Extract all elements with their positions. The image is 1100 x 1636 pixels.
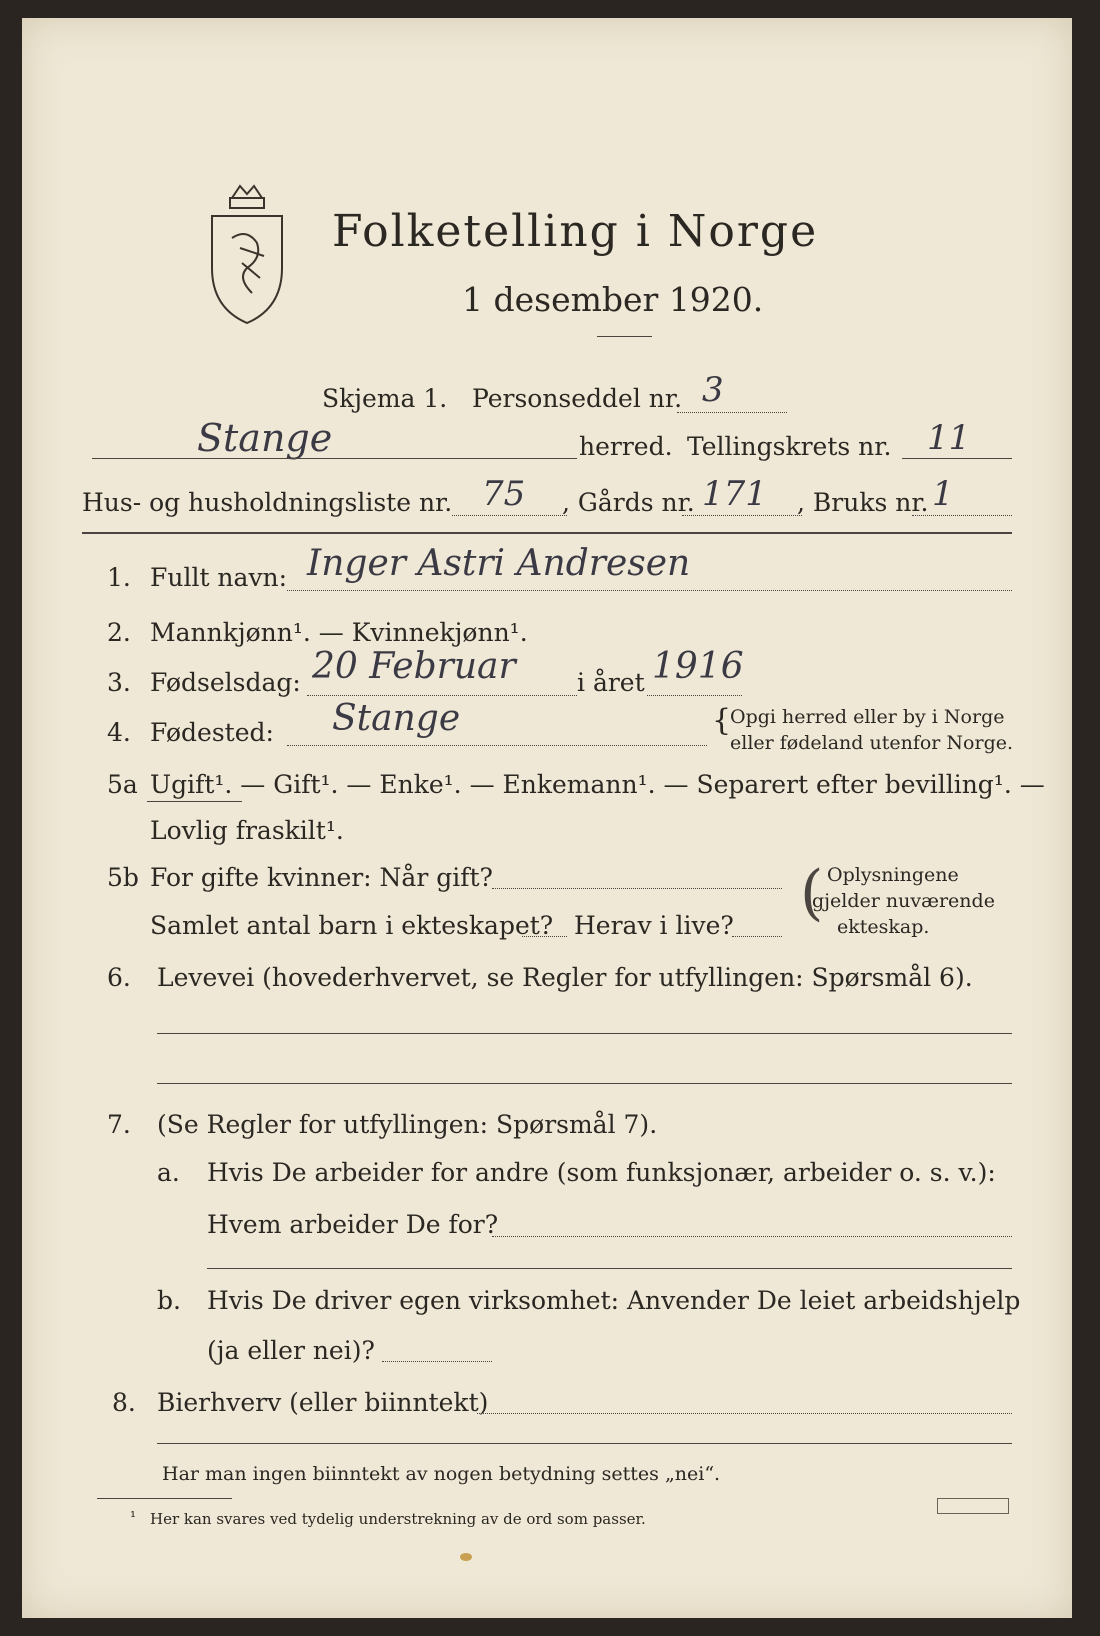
hired-help-field[interactable] [382,1361,492,1362]
q8-number: 8. [112,1388,136,1417]
q3-number: 3. [107,668,131,697]
side-income-label: Bierhverv (eller biinntekt) [157,1388,489,1417]
header-divider [82,532,1012,534]
income-note: Har man ingen biinntekt av nogen betydning settes „nei“. [162,1463,721,1485]
birth-year-value[interactable]: 1916 [652,646,744,687]
footnote: Her kan svares ved tydelig understrekning av de ord som passer. [150,1510,646,1528]
birthday-value[interactable]: 20 Februar [312,646,516,687]
q7b-label: Hvis De driver egen virksomhet: Anvender De leiet arbeidshjelp [207,1286,1021,1315]
birthplace-note-line2: eller fødeland utenfor Norge. [730,732,1014,754]
q2-number: 2. [107,618,131,647]
census-date: 1 desember 1920. [462,280,764,319]
q7a-number: a. [157,1158,180,1187]
person-label: Personseddel nr. [472,384,683,413]
marital-status-options-2[interactable]: Lovlig fraskilt¹. [150,816,344,845]
q1-number: 1. [107,563,131,592]
side-income-field[interactable] [477,1413,1012,1414]
ugift-underline [147,801,242,802]
q5b-number: 5b [107,863,139,892]
norwegian-coat-of-arms-icon [202,168,292,328]
q7-label: (Se Regler for utfyllingen: Spørsmål 7). [157,1110,658,1139]
gender-options[interactable]: Mannkjønn¹. — Kvinnekjønn¹. [150,618,528,647]
gards-value[interactable]: 171 [702,474,767,514]
employer-field[interactable] [492,1236,1012,1237]
marriage-note-line2: gjelder nuværende [812,890,995,912]
bruks-label: , Bruks nr. [797,488,929,517]
q7b-number: b. [157,1286,181,1315]
bruks-value[interactable]: 1 [932,474,954,514]
marital-status-options[interactable]: Ugift¹. — Gift¹. — Enke¹. — Enkemann¹. — Separert efter bevilling¹. — [150,770,1045,799]
person-number-value[interactable]: 3 [702,370,724,410]
footnote-mark: ¹ [130,1508,137,1526]
marriage-note-line3: ekteskap. [837,916,930,938]
gards-label: , Gårds nr. [562,488,695,517]
hus-value[interactable]: 75 [482,474,526,514]
form-title: Folketelling i Norge [332,206,819,257]
children-count-label: Samlet antal barn i ekteskapet? [150,911,554,940]
full-name-value[interactable]: Inger Astri Andresen [307,543,691,584]
q4-number: 4. [107,718,131,747]
birthplace-value[interactable]: Stange [332,698,461,739]
occupation-line-2[interactable] [157,1083,1012,1084]
herred-label: herred. [579,432,673,461]
marriage-note-line1: Oplysningene [827,864,959,886]
ink-spot [460,1553,472,1561]
q6-number: 6. [107,963,131,992]
occupation-label: Levevei (hovederhvervet, se Regler for utfyllingen: Spørsmål 6). [157,963,973,992]
married-when-label: For gifte kvinner: Når gift? [150,863,493,892]
birthplace-note-line1: Opgi herred eller by i Norge [730,706,1005,728]
year-label: i året [577,668,645,697]
q7-number: 7. [107,1110,131,1139]
q1-label: Fullt navn: [150,563,288,592]
printer-stamp [937,1498,1009,1514]
q7a-label: Hvis De arbeider for andre (som funksjonær, arbeider o. s. v.): [207,1158,996,1187]
occupation-line-1[interactable] [157,1033,1012,1034]
herred-value[interactable]: Stange [197,416,333,460]
title-divider [597,336,652,337]
tellingskrets-label: Tellingskrets nr. [687,432,892,461]
tellingskrets-value[interactable]: 11 [927,418,971,458]
employer-label: Hvem arbeider De for? [207,1210,499,1239]
q3-label: Fødselsdag: [150,668,301,697]
children-alive-label: Herav i live? [574,911,734,940]
q4-label: Fødested: [150,718,274,747]
hus-label: Hus- og husholdningsliste nr. [82,488,453,517]
hired-help-label: (ja eller nei)? [207,1336,375,1365]
census-form: Folketelling i Norge 1 desember 1920. Skjema 1. Personseddel nr. 3 Stange herred. Tellingskrets nr. 11 Hus- og husholdningsliste nr. 75 , Gårds nr. 171 , Bruks nr. 1 1. Fullt navn: Inger Astri Andresen 2. Mannkjønn¹. — Kvinnekjønn¹. 3. Fødselsdag: 20 Februar i året 1916 4. Fødested: Stange { Opgi herred eller by i Norge eller fødeland utenfor Norge. 5a Ugift¹. — Gift¹. — Enke¹. — Enkemann¹. — Separert efter bevilling¹. — Lovlig fraskilt¹. 5b For gifte kvinner: Når gift? Samlet antal barn i ekteskapet? Herav i live? ( Oplysningene gjelder nuværende ekteskap. 6. Levevei (hovederhvervet, se Regler for utfyllingen: Spørsmål 6). 7. (Se Regler for utfyllingen: Spørsmål 7). a. Hvis De arbeider for andre (som funksjonær, arbeider o. s. v.): Hvem arbeider De for? b. Hvis De driver egen virksomhet: Anvender De leiet arbeidshjelp (ja eller nei)? 8. Bierhverv (eller biinntekt) Har man ingen biinntekt av nogen betydning settes „nei“. ¹ Her kan svares ved tydelig understrekning av de ord som passer. [22,18,1072,1618]
q5a-number: 5a [107,770,138,799]
schema-label: Skjema 1. [322,384,448,413]
